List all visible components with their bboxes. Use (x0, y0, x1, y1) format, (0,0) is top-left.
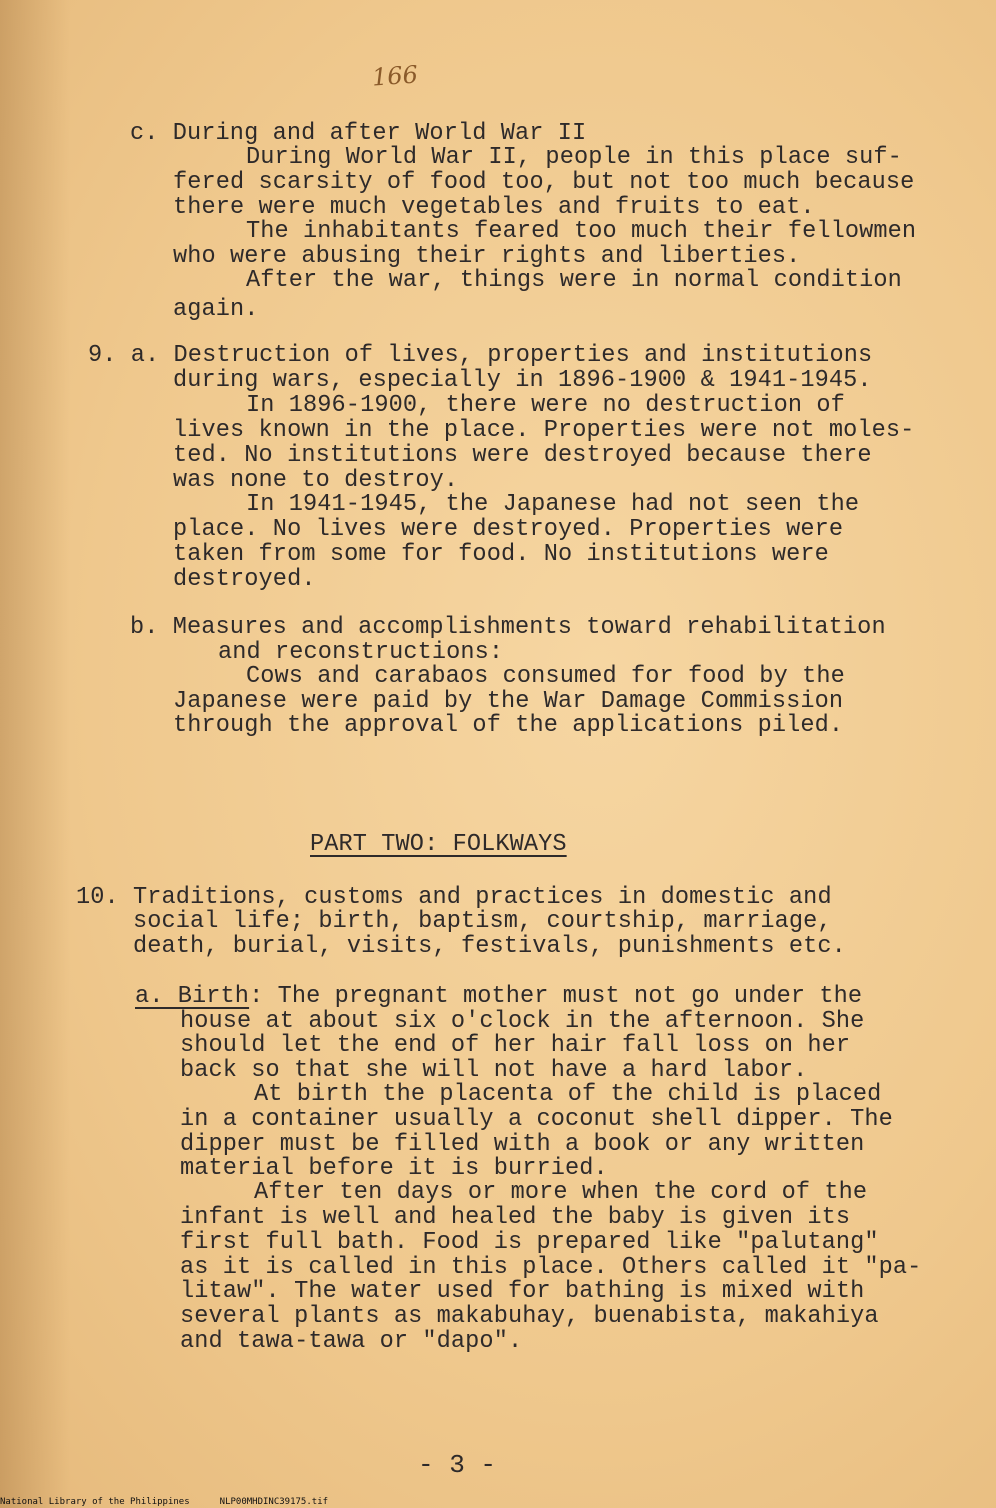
birth-first-line (135, 985, 862, 1009)
item-9a-line: taken from some for food. No institutions were (173, 541, 829, 568)
item-9a-line: In 1941-1945, the Japanese had not seen the (246, 491, 860, 518)
item-9a-line: during wars, especially in 1896-1900 & 1941-1945. (173, 367, 872, 394)
section-c-line: who were abusing their rights and liberties. (173, 243, 801, 270)
birth-line: dipper must be filled with a book or any written (180, 1131, 865, 1158)
item-10-line: death, burial, visits, festivals, punishments etc. (133, 933, 846, 960)
section-c-heading: c. During and after World War II (130, 120, 587, 147)
birth-line: and tawa-tawa or "dapo". (180, 1328, 523, 1355)
section-c-line: there were much vegetables and fruits to eat. (173, 194, 815, 221)
birth-line: back so that she will not have a hard labor. (180, 1057, 808, 1084)
birth-line: At birth the placenta of the child is placed (254, 1081, 882, 1108)
item-10-line: social life; birth, baptism, courtship, marriage, (133, 908, 832, 935)
item-9a-line: In 1896-1900, there were no destruction of (246, 392, 845, 419)
item-9b-line: through the approval of the applications piled. (173, 712, 844, 739)
page-number: - 3 - (418, 1450, 497, 1480)
birth-line: After ten days or more when the cord of the (254, 1179, 868, 1206)
handwritten-page-number: 166 (371, 60, 419, 92)
footer-file-id: NLP00MHDINC39175.tif (219, 1497, 329, 1507)
section-c-line: again. (173, 296, 259, 323)
item-9a-line: ted. No institutions were destroyed because there (173, 442, 872, 469)
item-9b-line: Cows and carabaos consumed for food by the (246, 663, 845, 690)
footer-library: National Library of the Philippines (0, 1497, 190, 1507)
section-c-line: fered scarsity of food too, but not too much because (173, 169, 915, 196)
birth-line: infant is well and healed the baby is given its (180, 1204, 851, 1231)
item-9b-line: Japanese were paid by the War Damage Commission (173, 688, 844, 715)
birth-label: a. Birth (135, 983, 250, 1010)
item-9a-line: was none to destroy. (173, 467, 459, 494)
section-c-line: During World War II, people in this place suf- (246, 144, 902, 171)
birth-line: should let the end of her hair fall loss on her (180, 1032, 851, 1059)
birth-line: as it is called in this place. Others called it "pa- (180, 1254, 922, 1281)
birth-line: first full bath. Food is prepared like "palutang" (180, 1229, 879, 1256)
scan-footer (0, 1497, 358, 1507)
item-9a-line: destroyed. (173, 566, 316, 593)
item-9a-heading: 9. a. Destruction of lives, properties and institutions (88, 342, 873, 369)
birth-line: several plants as makabuhay, buenabista, makahiya (180, 1303, 879, 1330)
section-c-line: The inhabitants feared too much their fellowmen (246, 218, 917, 245)
birth-first-line-rest: : The pregnant mother must not go under the (249, 983, 863, 1010)
birth-line: in a container usually a coconut shell dipper. The (180, 1106, 893, 1133)
item-9a-line: place. No lives were destroyed. Properties were (173, 516, 844, 543)
part-two-title: PART TWO: FOLKWAYS (310, 831, 567, 858)
item-10-heading: 10. Traditions, customs and practices in domestic and (76, 884, 832, 911)
section-c-line: After the war, things were in normal condition (246, 267, 902, 294)
item-9b-line: and reconstructions: (218, 639, 504, 666)
birth-line: litaw". The water used for bathing is mixed with (180, 1278, 865, 1305)
birth-line: house at about six o'clock in the afternoon. She (180, 1008, 865, 1035)
item-9a-line: lives known in the place. Properties were not moles- (173, 417, 915, 444)
item-9b-heading: b. Measures and accomplishments toward rehabilitation (130, 614, 886, 641)
birth-line: material before it is burried. (180, 1155, 608, 1182)
